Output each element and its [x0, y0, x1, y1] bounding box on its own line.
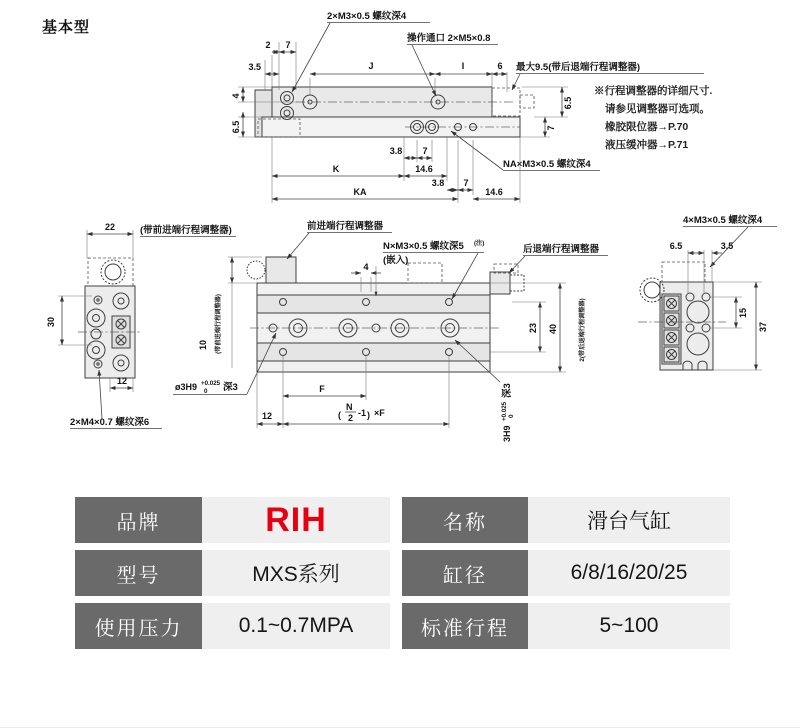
dim-14-6-b: 14.6 — [485, 187, 503, 197]
spec-value-bore-text: 6/8/16/20/25 — [570, 561, 688, 584]
dim-15: 15 — [738, 307, 748, 319]
spec-label-brand — [75, 497, 202, 543]
formula-denominator: 2 — [348, 413, 354, 423]
dim-7-a: 7 — [422, 146, 428, 156]
dim-4-left: 4 — [231, 93, 241, 99]
rear-adjuster-label: 后退端行程调整器 — [523, 244, 600, 255]
dim-4-plan: 4 — [363, 262, 369, 272]
table-gap — [390, 603, 402, 649]
m3-thread-label-right: 4×M3×0.5 螺纹深4 — [683, 215, 763, 226]
spec-value-name-text: 滑台气缸 — [587, 510, 671, 533]
spec-label-pressure — [75, 603, 202, 649]
dim-3-8-a: 3.8 — [389, 146, 403, 156]
hole-tol-lower: 0 — [204, 388, 208, 395]
dim-J: J — [368, 61, 374, 71]
embed-label: (嵌入) — [383, 255, 409, 266]
spec-value-stroke — [528, 603, 730, 649]
na-thread-label: NA×M3×0.5 螺纹深4 — [503, 159, 591, 170]
rear-adjuster-vertical-note: 2(带后退端行程调整器) — [579, 298, 586, 362]
dim-6-5-right: 6.5 — [563, 96, 573, 110]
pitch-formula — [338, 402, 385, 423]
thread-label-top: 2×M3×0.5 螺纹深4 — [327, 11, 407, 22]
spec-value-brand — [202, 497, 390, 543]
plan-view — [173, 220, 608, 442]
front-adjuster-note: (带前进端行程调整器) — [140, 225, 232, 236]
spec-label-model-text: 型号 — [116, 564, 161, 587]
dim-3-5: 3.5 — [248, 62, 261, 72]
spec-value-model-text: MXS系列 — [252, 563, 340, 586]
max-stroke-label: 最大9.5(带后退端行程调整器) — [516, 62, 641, 73]
dim-I: I — [461, 61, 465, 71]
note-line-3: 橡胶限位器→P.70 — [605, 121, 689, 133]
dim-40: 40 — [548, 323, 558, 335]
dim-10: 10 — [198, 339, 208, 351]
n-thread-label: N×M3×0.5 螺纹深5 — [383, 241, 464, 252]
formula-times-f: ×F — [374, 408, 385, 418]
formula-numerator: N — [346, 402, 353, 412]
hole-right-suffix: 深3 — [502, 383, 513, 398]
dim-30: 30 — [46, 316, 56, 328]
table-gap — [390, 550, 402, 596]
spec-table — [75, 497, 730, 649]
formula-minus-one: -1 — [358, 408, 367, 418]
dim-22: 22 — [104, 222, 116, 232]
formula-close-paren: ) — [367, 410, 370, 420]
hole-tol-upper: +0.025 — [201, 380, 221, 387]
note-line-1: ※行程调整器的详细尺寸. — [594, 85, 713, 97]
n-thread-superscript: (注) — [474, 240, 485, 247]
dim-7: 7 — [285, 40, 291, 50]
dim-6-5-left: 6.5 — [231, 120, 241, 134]
spec-label-bore — [402, 550, 528, 596]
brand-logo-text: RIH — [265, 500, 327, 539]
note-line-4: 液压缓冲器→P.71 — [605, 139, 689, 151]
hole-label-suffix: 深3 — [223, 382, 238, 393]
spec-value-stroke-text: 5~100 — [599, 614, 659, 637]
dim-F: F — [319, 384, 325, 394]
dim-2: 2 — [265, 40, 271, 50]
dim-3-8-b: 3.8 — [431, 178, 445, 188]
spec-label-stroke — [402, 603, 528, 649]
spec-label-brand-text: 品牌 — [116, 511, 161, 534]
note-line-2: 请参见调整器可选项。 — [605, 103, 710, 115]
table-gap — [390, 497, 402, 543]
spec-label-bore-text: 缸径 — [443, 564, 487, 587]
dim-KA: KA — [353, 187, 367, 197]
dim-6-5-rv: 6.5 — [669, 241, 683, 251]
spec-label-stroke-text: 标准行程 — [421, 617, 509, 640]
dim-12-left: 12 — [116, 376, 128, 386]
spec-label-name-text: 名称 — [443, 511, 487, 534]
formula-open-paren: ( — [338, 410, 341, 420]
right-end-view — [638, 214, 777, 370]
spec-value-bore — [528, 550, 730, 596]
dim-10-note: (带前进端行程调整器) — [215, 294, 222, 354]
spec-label-pressure-text: 使用压力 — [94, 617, 183, 640]
hole-right-tol-lower: 0 — [508, 414, 515, 418]
hole-right-prefix: 3H9 — [502, 425, 512, 442]
spec-value-pressure — [202, 603, 390, 649]
spec-value-name — [528, 497, 730, 543]
dim-12-plan: 12 — [261, 411, 273, 421]
notes — [594, 84, 712, 151]
dim-3-5-rv: 3.5 — [720, 241, 734, 251]
dim-7-right: 7 — [546, 125, 556, 131]
dim-K: K — [332, 164, 340, 174]
spec-label-model — [75, 550, 202, 596]
hole-right-tol-upper: +0.025 — [501, 401, 508, 421]
dim-7-b: 7 — [463, 178, 469, 188]
port-label: 操作通口 2×M5×0.8 — [407, 33, 491, 44]
front-adjuster-label: 前进端行程调整器 — [307, 221, 384, 232]
dim-14-6-a: 14.6 — [415, 164, 433, 174]
hole-label-right — [501, 383, 515, 442]
dim-37: 37 — [758, 321, 768, 333]
hole-label-prefix: ø3H9 — [175, 382, 198, 392]
dim-23: 23 — [528, 322, 538, 334]
spec-value-pressure-text: 0.1~0.7MPA — [238, 614, 354, 637]
left-end-view — [46, 222, 236, 429]
page-title: 基本型 — [42, 19, 91, 36]
dim-6: 6 — [497, 61, 503, 71]
spec-label-name — [402, 497, 528, 543]
m4-thread-label: 2×M4×0.7 螺纹深6 — [70, 417, 150, 428]
spec-value-model — [202, 550, 390, 596]
